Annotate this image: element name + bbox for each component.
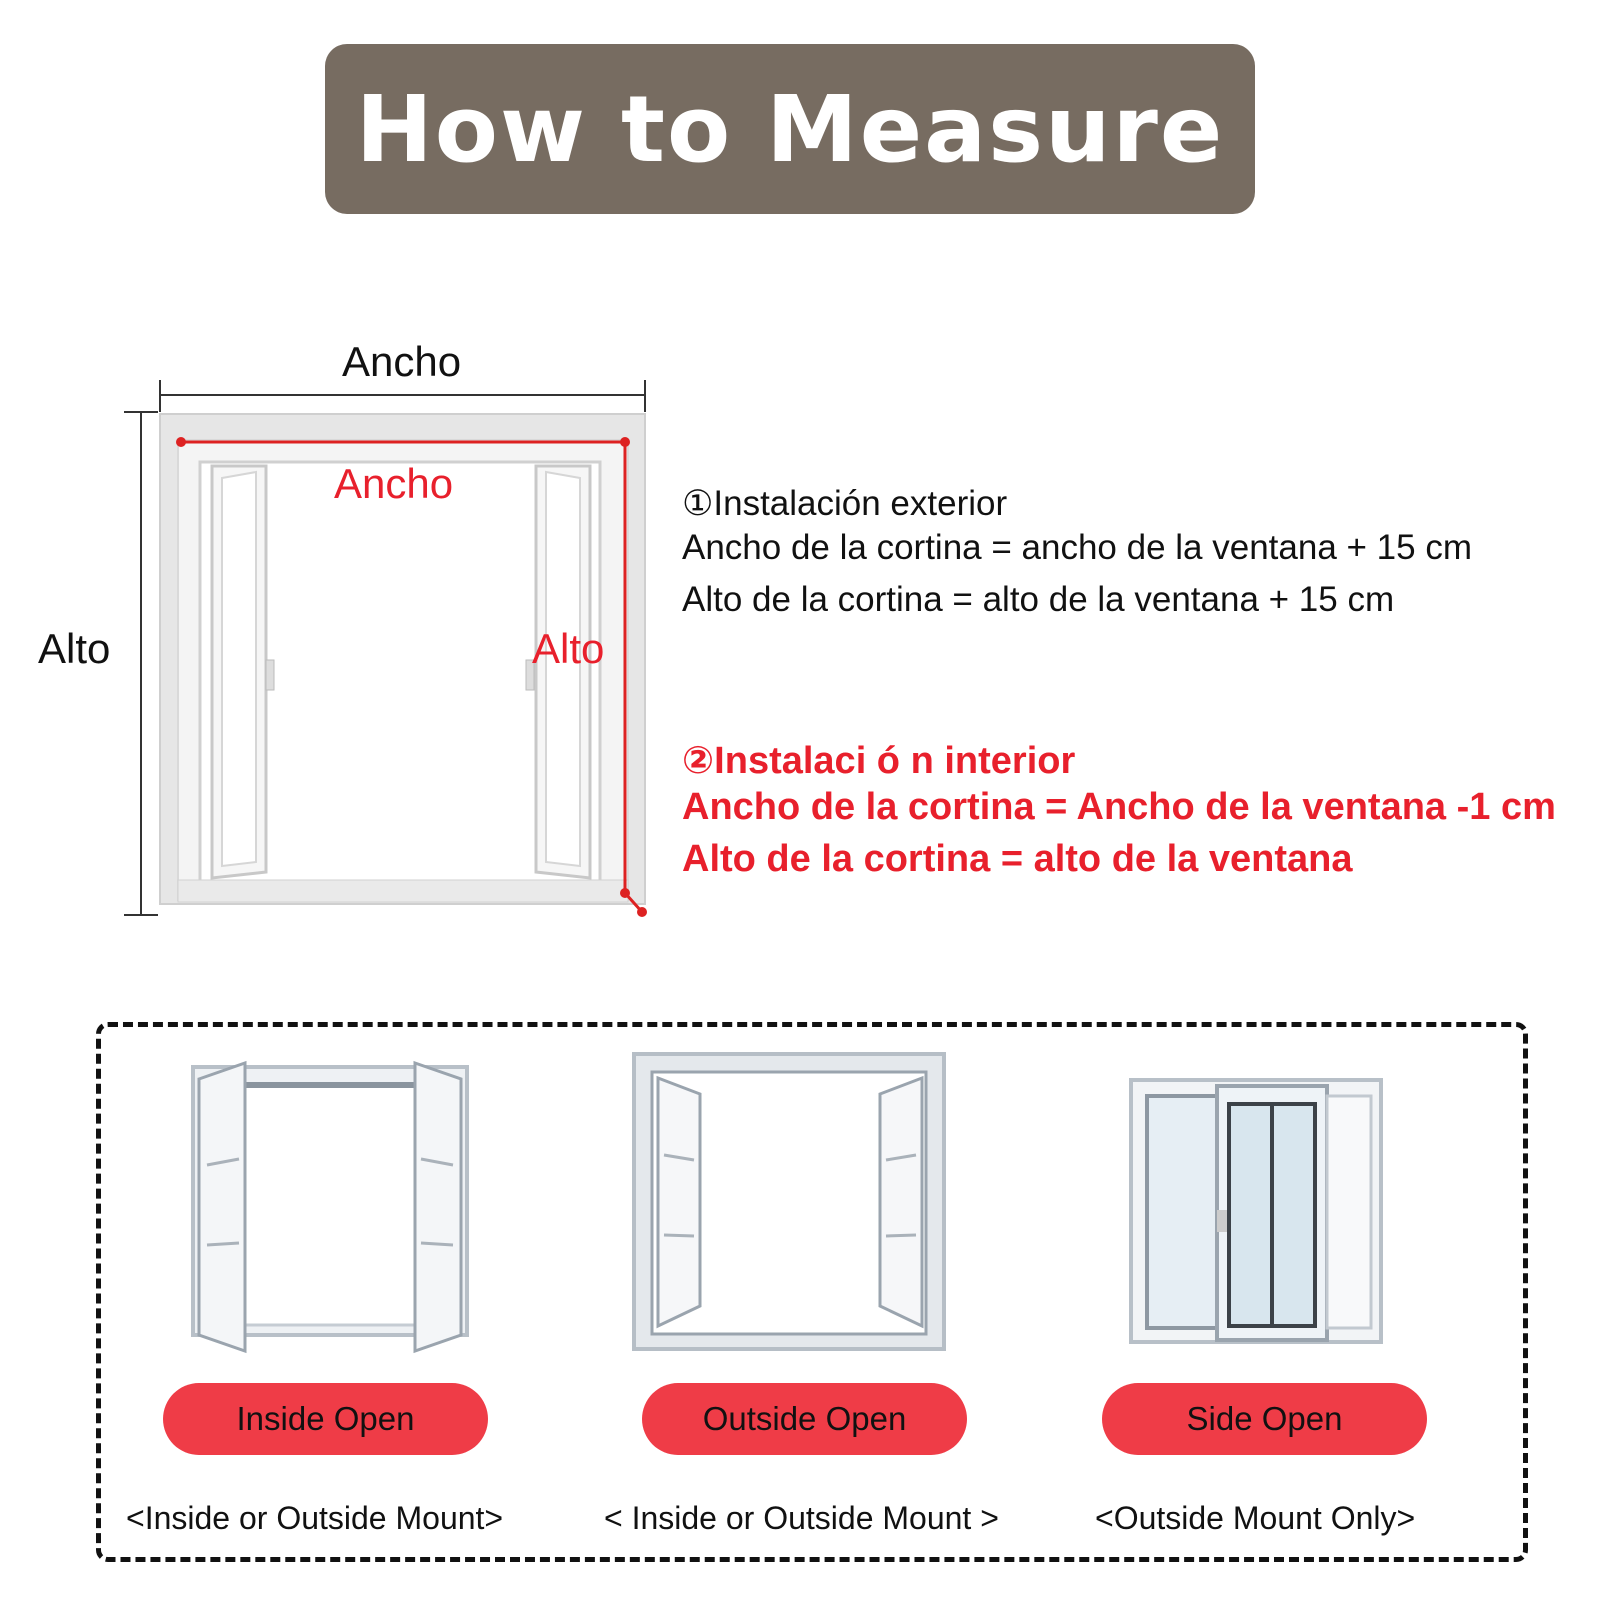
inside-open-mount-note: <Inside or Outside Mount> xyxy=(126,1500,504,1536)
inside-open-window-image xyxy=(185,1055,475,1355)
page-title: How to Measure xyxy=(355,75,1225,183)
outside-open-window-image xyxy=(630,1050,950,1355)
interior-height-formula: Alto de la cortina = alto de la ventana xyxy=(682,838,1353,880)
inside-open-badge: Inside Open xyxy=(163,1383,488,1455)
side-open-window-image xyxy=(1125,1060,1390,1355)
outside-open-mount-note: < Inside or Outside Mount > xyxy=(604,1500,999,1536)
outer-width-label: Ancho xyxy=(342,338,462,385)
exterior-heading: ①Instalación exterior xyxy=(682,484,1008,523)
outside-open-badge: Outside Open xyxy=(642,1383,967,1455)
side-open-badge: Side Open xyxy=(1102,1383,1427,1455)
inner-height-label: Alto xyxy=(532,625,605,672)
exterior-height-formula: Alto de la cortina = alto de la ventana + 15 cm xyxy=(682,580,1395,619)
inner-width-label: Ancho xyxy=(334,460,454,507)
exterior-width-formula: Ancho de la cortina = ancho de la ventana + 15 cm xyxy=(682,528,1472,567)
side-open-mount-note: <Outside Mount Only> xyxy=(1095,1500,1416,1536)
outer-height-label: Alto xyxy=(38,625,111,672)
interior-heading: ②Instalaci ó n interior xyxy=(682,740,1076,782)
interior-width-formula: Ancho de la cortina = Ancho de la ventana -1 cm xyxy=(682,786,1556,828)
